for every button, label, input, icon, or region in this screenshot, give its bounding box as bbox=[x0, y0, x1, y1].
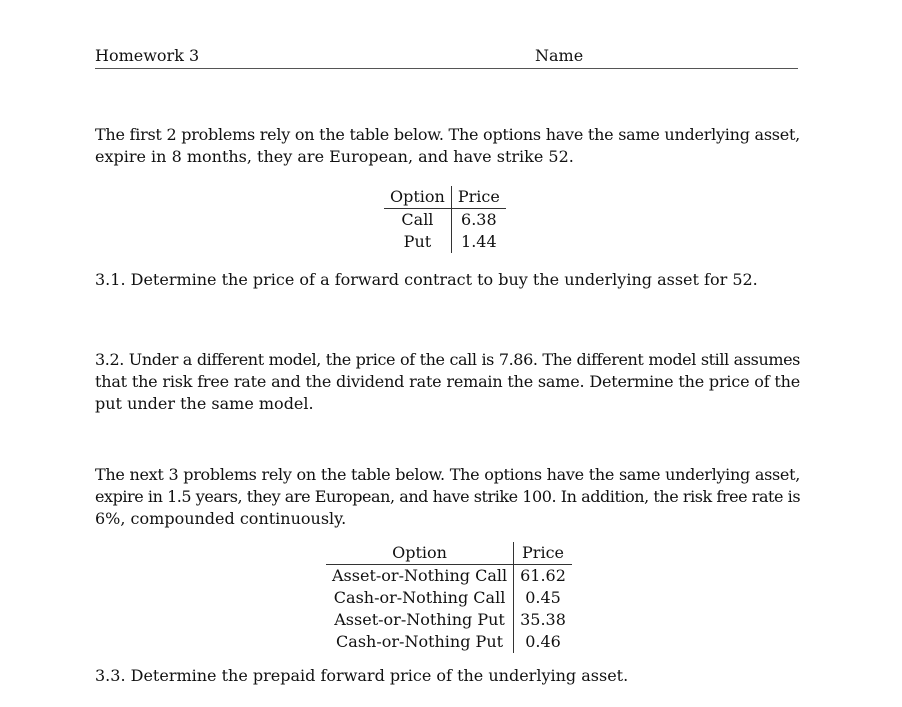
problem-3-2-line-3: put under the same model. bbox=[95, 394, 314, 413]
table-2-price-cell: 0.45 bbox=[525, 588, 561, 607]
intro-paragraph-1 bbox=[95, 124, 800, 168]
problem-3-3-text: 3.3. Determine the prepaid forward price of the underlying asset. bbox=[95, 666, 629, 685]
table-2-option-cell: Cash-or-Nothing Call bbox=[326, 587, 514, 609]
problem-3-3 bbox=[95, 665, 800, 687]
problem-3-2 bbox=[95, 349, 800, 415]
table-1-price-cell: 1.44 bbox=[461, 232, 497, 251]
table-2-price-cell: 35.38 bbox=[520, 610, 566, 629]
table-row bbox=[326, 631, 572, 653]
table-row bbox=[326, 587, 572, 609]
options-table-1 bbox=[384, 186, 506, 253]
table-2-header-option: Option bbox=[326, 542, 514, 565]
table-row bbox=[384, 231, 506, 253]
intro-1-line-2: expire in 8 months, they are European, and have strike 52. bbox=[95, 147, 574, 166]
problem-3-1-text: 3.1. Determine the price of a forward contract to buy the underlying asset for 52. bbox=[95, 270, 758, 289]
intro-2-line-1: The next 3 problems rely on the table below. The options have the same underlying asset, bbox=[95, 465, 800, 484]
intro-2-line-3: 6%, compounded continuously. bbox=[95, 509, 347, 528]
intro-1-line-1: The first 2 problems rely on the table below. The options have the same underlying asset, bbox=[95, 125, 800, 144]
options-table-2 bbox=[326, 542, 572, 653]
problem-3-1 bbox=[95, 269, 800, 291]
table-2-price-cell: 61.62 bbox=[520, 566, 566, 585]
table-1-header-price: Price bbox=[451, 186, 505, 209]
table-2-price-cell: 0.46 bbox=[525, 632, 561, 651]
table-1-option-cell: Put bbox=[384, 231, 451, 253]
table-2-option-cell: Asset-or-Nothing Call bbox=[326, 565, 514, 588]
table-1-header-option: Option bbox=[384, 186, 451, 209]
table-row bbox=[326, 565, 572, 588]
page-header bbox=[95, 46, 798, 69]
intro-paragraph-2 bbox=[95, 464, 800, 530]
table-row bbox=[326, 609, 572, 631]
table-1-option-cell: Call bbox=[384, 209, 451, 232]
table-2-option-cell: Cash-or-Nothing Put bbox=[326, 631, 514, 653]
problem-3-2-line-2: that the risk free rate and the dividend rate remain the same. Determine the price of the bbox=[95, 372, 800, 391]
table-row bbox=[384, 209, 506, 232]
name-label: Name bbox=[535, 46, 584, 65]
table-2-header-price: Price bbox=[514, 542, 572, 565]
intro-2-line-2: expire in 1.5 years, they are European, and have strike 100. In addition, the risk free rate is bbox=[95, 487, 801, 506]
homework-title: Homework 3 bbox=[95, 46, 200, 65]
problem-3-2-line-1: 3.2. Under a different model, the price of the call is 7.86. The different model still assumes bbox=[95, 350, 800, 369]
table-2-option-cell: Asset-or-Nothing Put bbox=[326, 609, 514, 631]
table-1-price-cell: 6.38 bbox=[461, 210, 497, 229]
